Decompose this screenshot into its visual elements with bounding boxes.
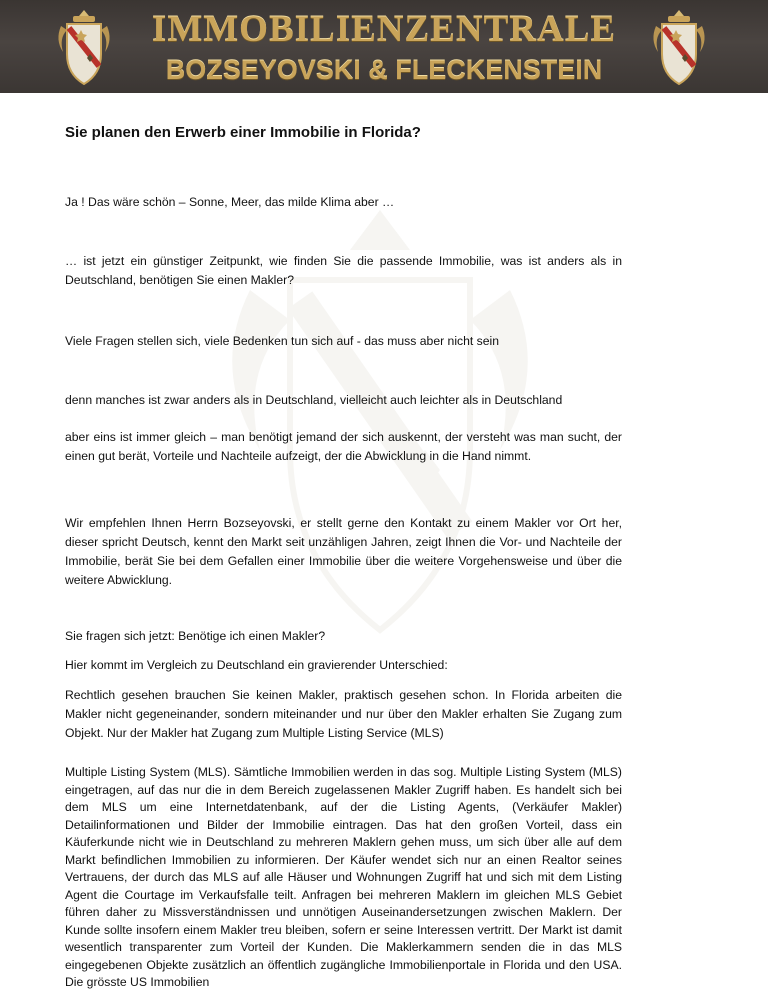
coat-of-arms-icon	[53, 8, 115, 88]
paragraph: Wir empfehlen Ihnen Herrn Bozseyovski, er stellt gerne den Kontakt zu einem Makler vor Ort her, dieser spricht Deutsch, kennt den Markt seit unzähligen Jahren, zeigt Ihnen die Vor- und Nachteile der Immobilie, berät Sie bei dem Gefallen einer Immobilie über die weitere Vorgehensweise und über die weitere Abwicklung.	[65, 516, 622, 587]
paragraph: Sie fragen sich jetzt: Benötige ich einen Makler?	[65, 629, 326, 643]
paragraph: Viele Fragen stellen sich, viele Bedenken tun sich auf - das muss aber nicht sein	[65, 334, 500, 348]
header-banner	[0, 0, 768, 93]
paragraph: … ist jetzt ein günstiger Zeitpunkt, wie finden Sie die passende Immobilie, was ist anders als in Deutschland, benötigen Sie einen Makler?	[65, 254, 622, 287]
paragraph: Ja ! Das wäre schön – Sonne, Meer, das milde Klima aber …	[65, 195, 395, 209]
banner-subtitle: BOZSEYOVSKI & FLECKENSTEIN	[165, 55, 603, 85]
paragraph: Multiple Listing System (MLS). Sämtliche Immobilien werden in das sog. Multiple Listing System (MLS) eingetragen, auf das nur die in dem Bereich zugelassenen Makler Zugriff haben. Es handelt sich bei dem MLS um eine Internetdatenbank, auf der die Listing Agents, (Verkäufer Makler) Detailinformationen und Bilder der Immobilie eintragen. Das hat den großen Vorteil, dass ein Käuferkunde nicht wie in Deutschland zu mehreren Maklern gehen muss, um sich über alle auf dem Markt befindlichen Immobilien zu informieren. Der Käufer wendet sich nur an einen Realtor seines Vertrauens, der durch das MLS auf alle Häuser und Wohnungen Zugriff hat und sich mit dem Listing Agent die Courtage im Verkaufsfalle teilt. Anfragen bei mehreren Maklern im gleichen MLS Gebiet führen daher zu Missverständnissen und unnötigen Auseinandersetzungen zwischen Maklern. Der Kunde sollte insofern einem Makler treu bleiben, sofern er seine Interessen vertritt. Der Markt ist damit wesentlich transparenter zum Vorteil der Kunden. Die Maklerkammern senden die in das MLS eingegebenen Objekte zusätzlich an öffentlich zugängliche Immobilienportale in Florida und den USA. Die grösste US Immobilien	[65, 765, 622, 989]
coat-of-arms-icon	[648, 8, 710, 88]
banner-title: IMMOBILIENZENTRALE	[151, 9, 617, 50]
document-heading: Sie planen den Erwerb einer Immobilie in Florida?	[65, 124, 421, 141]
paragraph: Rechtlich gesehen brauchen Sie keinen Makler, praktisch gesehen schon. In Florida arbeiten die Makler nicht gegeneinander, sondern miteinander und nur über den Makler erhalten Sie Zugang zum Objekt. Nur der Makler hat Zugang zum Multiple Listing Service (MLS)	[65, 688, 622, 740]
paragraph: aber eins ist immer gleich – man benötigt jemand der sich auskennt, der versteht was man sucht, der einen gut berät, Vorteile und Nachteile aufzeigt, der die Abwicklung in die Hand nimmt.	[65, 430, 622, 463]
paragraph: denn manches ist zwar anders als in Deutschland, vielleicht auch leichter als in Deutschland	[65, 393, 563, 407]
paragraph: Hier kommt im Vergleich zu Deutschland ein gravierender Unterschied:	[65, 658, 448, 672]
